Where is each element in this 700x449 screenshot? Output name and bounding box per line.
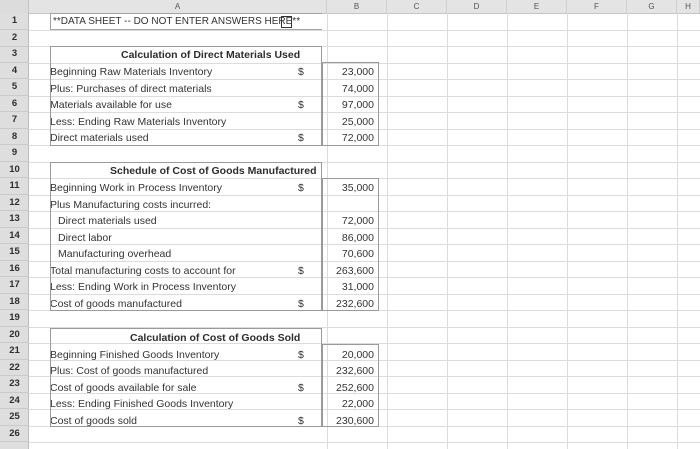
row-header[interactable]: 2 xyxy=(0,30,29,47)
row-header[interactable]: 17 xyxy=(0,277,29,294)
section-border-cogs xyxy=(50,328,322,427)
dollar-sign: $ xyxy=(298,132,304,144)
section-border-cogm xyxy=(50,162,322,311)
grid-line xyxy=(507,13,508,449)
row-value[interactable]: 31,000 xyxy=(341,281,374,293)
row-label: Manufacturing overhead xyxy=(58,248,172,260)
row-label: Less: Ending Raw Materials Inventory xyxy=(50,115,227,128)
row-header[interactable]: 13 xyxy=(0,211,29,228)
row-header[interactable]: 18 xyxy=(0,294,29,311)
row-header[interactable]: 7 xyxy=(0,112,29,129)
row-value[interactable]: 252,600 xyxy=(336,381,374,394)
dollar-sign: $ xyxy=(298,381,304,394)
column-header-b[interactable]: B xyxy=(327,0,387,13)
column-header-c[interactable]: C xyxy=(387,0,447,13)
dollar-sign: $ xyxy=(298,182,304,194)
row-value[interactable]: 20,000 xyxy=(341,348,374,361)
row-value[interactable]: 97,000 xyxy=(341,99,374,111)
row-header[interactable]: 15 xyxy=(0,244,29,261)
row-label: Cost of goods manufactured xyxy=(50,297,182,310)
row-header[interactable]: 4 xyxy=(0,63,29,80)
row-label: Less: Ending Work in Process Inventory xyxy=(50,281,236,293)
row-label: Total manufacturing costs to account for xyxy=(50,264,236,277)
row-header[interactable]: 3 xyxy=(0,46,29,63)
row-header[interactable]: 19 xyxy=(0,310,29,327)
column-header-g[interactable]: G xyxy=(627,0,677,13)
value-column-border-1 xyxy=(322,62,379,146)
row-header[interactable]: 6 xyxy=(0,96,29,113)
grid-line xyxy=(387,13,388,449)
row-header[interactable]: 25 xyxy=(0,409,29,426)
row-label: Plus: Purchases of direct materials xyxy=(50,82,212,95)
section-border-direct-materials xyxy=(50,46,322,146)
row-header[interactable]: 5 xyxy=(0,79,29,96)
dollar-sign: $ xyxy=(298,99,304,111)
row-label: Cost of goods sold xyxy=(50,414,137,427)
section-title-cogm: Schedule of Cost of Goods Manufactured xyxy=(110,165,317,177)
row-value[interactable]: 86,000 xyxy=(341,231,374,244)
row-header[interactable]: 20 xyxy=(0,327,29,344)
column-header-h[interactable]: H xyxy=(677,0,700,13)
column-header-row xyxy=(0,0,700,14)
row-header-column xyxy=(0,13,29,449)
row-label: Cost of goods available for sale xyxy=(50,381,197,394)
dollar-sign: $ xyxy=(298,66,304,78)
grid-line xyxy=(627,13,628,449)
row-value[interactable]: 72,000 xyxy=(341,132,374,144)
row-value[interactable]: 70,600 xyxy=(341,248,374,260)
grid-line xyxy=(29,442,700,443)
row-label: Direct materials used xyxy=(58,215,157,227)
dollar-sign: $ xyxy=(298,297,304,310)
row-value[interactable]: 232,600 xyxy=(336,297,374,310)
row-value[interactable]: 74,000 xyxy=(341,82,374,95)
grid-line xyxy=(29,30,700,31)
row-value[interactable]: 263,600 xyxy=(336,264,374,277)
row-value[interactable]: 35,000 xyxy=(341,182,374,194)
row-label: Beginning Raw Materials Inventory xyxy=(50,66,213,78)
row-label: Beginning Work in Process Inventory xyxy=(50,182,222,194)
row-header[interactable]: 8 xyxy=(0,129,29,146)
value-column-border-2 xyxy=(322,178,379,311)
row-header[interactable]: 9 xyxy=(0,145,29,162)
data-sheet-banner: **DATA SHEET -- DO NOT ENTER ANSWERS HERE** xyxy=(53,16,301,27)
row-value[interactable]: 230,600 xyxy=(336,414,374,427)
row-header[interactable]: 10 xyxy=(0,162,29,179)
row-label: Plus Manufacturing costs incurred: xyxy=(50,198,212,211)
dollar-sign: $ xyxy=(298,414,304,427)
dollar-sign: $ xyxy=(298,264,304,277)
row-header[interactable]: 12 xyxy=(0,195,29,212)
column-header-f[interactable]: F xyxy=(567,0,627,13)
row-value[interactable]: 72,000 xyxy=(341,215,374,227)
select-all-corner[interactable] xyxy=(0,0,29,13)
row-header[interactable]: 16 xyxy=(0,261,29,278)
text-cursor-icon xyxy=(281,16,292,28)
row-header[interactable]: 11 xyxy=(0,178,29,195)
row-header[interactable]: 26 xyxy=(0,426,29,443)
section-title-direct-materials: Calculation of Direct Materials Used xyxy=(121,49,301,61)
column-header-a[interactable]: A xyxy=(29,0,327,13)
grid-line xyxy=(447,13,448,449)
section-title-cogs: Calculation of Cost of Goods Sold xyxy=(130,332,301,344)
row-label: Direct materials used xyxy=(50,132,149,144)
row-label: Materials available for use xyxy=(50,99,172,111)
row-header[interactable]: 1 xyxy=(0,13,29,30)
row-header[interactable]: 14 xyxy=(0,228,29,245)
row-label: Plus: Cost of goods manufactured xyxy=(50,365,209,377)
row-label: Less: Ending Finished Goods Inventory xyxy=(50,398,234,410)
column-header-e[interactable]: E xyxy=(507,0,567,13)
dollar-sign: $ xyxy=(298,348,304,361)
row-label: Beginning Finished Goods Inventory xyxy=(50,348,220,361)
value-column-border-3 xyxy=(322,344,379,427)
row-label: Direct labor xyxy=(58,231,112,244)
column-header-d[interactable]: D xyxy=(447,0,507,13)
row-value[interactable]: 232,600 xyxy=(336,365,374,377)
row-value[interactable]: 23,000 xyxy=(341,66,374,78)
row-header[interactable]: 24 xyxy=(0,393,29,410)
row-header[interactable]: 23 xyxy=(0,376,29,393)
row-value[interactable]: 22,000 xyxy=(341,398,374,410)
row-header[interactable]: 21 xyxy=(0,343,29,360)
grid-line xyxy=(677,13,678,449)
grid-line xyxy=(567,13,568,449)
row-value[interactable]: 25,000 xyxy=(341,115,374,128)
row-header[interactable]: 22 xyxy=(0,360,29,377)
